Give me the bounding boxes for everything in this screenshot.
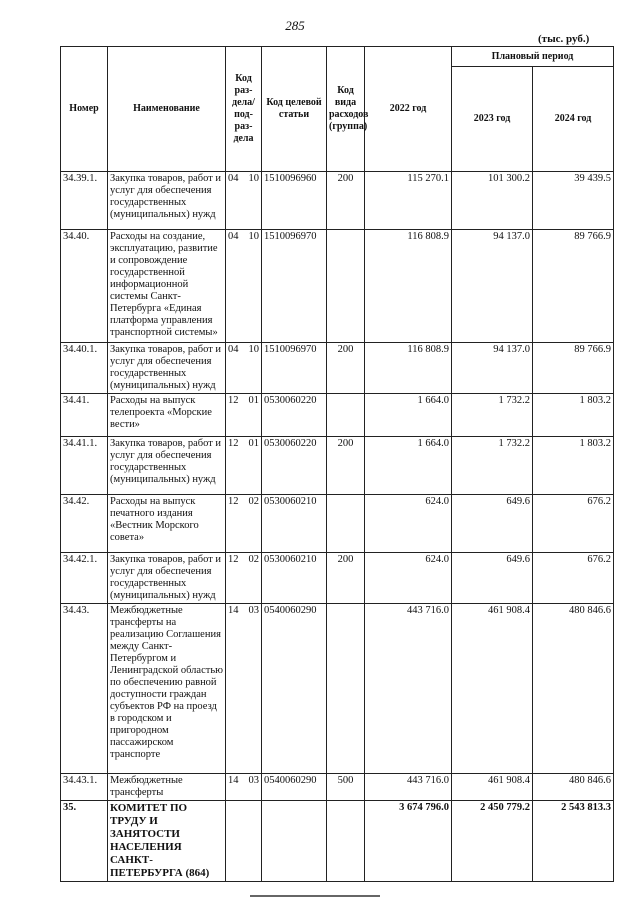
row-section-code	[226, 774, 262, 801]
row-target-code: 1510096960	[262, 172, 327, 230]
row-value-2024: 1 803.2	[533, 394, 614, 437]
header-number: Номер	[61, 47, 108, 172]
row-subsection: 02	[248, 554, 259, 565]
row-number: 35.	[61, 801, 108, 882]
row-target-code: 0530060220	[262, 394, 327, 437]
row-section-code	[226, 172, 262, 230]
row-value-2022: 116 808.9	[365, 343, 452, 394]
table-row	[61, 343, 614, 394]
header-year-2023: 2023 год	[452, 67, 533, 172]
header-year-2022: 2022 год	[365, 47, 452, 172]
row-expense-group: 200	[327, 553, 365, 604]
row-section-code	[226, 394, 262, 437]
row-name: Расходы на создание, эксплуатацию, развитие и сопровождение государственной информационной системы Санкт-Петербурга «Единая платформа управления транспортной системы»	[108, 230, 226, 343]
row-name: Закупка товаров, работ и услуг для обеспечения государственных (муниципальных) нужд	[108, 437, 226, 495]
row-value-2023: 1 732.2	[452, 394, 533, 437]
row-subsection: 10	[248, 344, 259, 355]
units-label: (тыс. руб.)	[538, 33, 590, 45]
row-value-2023: 94 137.0	[452, 230, 533, 343]
bottom-rule	[250, 895, 380, 897]
row-expense-group	[327, 394, 365, 437]
row-name: Закупка товаров, работ и услуг для обеспечения государственных (муниципальных) нужд	[108, 172, 226, 230]
row-value-2023: 2 450 779.2	[452, 801, 533, 882]
row-value-2023: 1 732.2	[452, 437, 533, 495]
row-value-2023: 649.6	[452, 495, 533, 553]
row-section-code	[226, 230, 262, 343]
row-number: 34.40.	[61, 230, 108, 343]
row-value-2022: 1 664.0	[365, 394, 452, 437]
row-value-2024: 480 846.6	[533, 774, 614, 801]
row-value-2024: 480 846.6	[533, 604, 614, 774]
row-number: 34.43.	[61, 604, 108, 774]
row-section-code	[226, 604, 262, 774]
row-section-code	[226, 437, 262, 495]
row-section: 12	[228, 554, 239, 565]
header-planned-period: Плановый период	[452, 47, 614, 67]
row-section: 14	[228, 605, 239, 616]
row-value-2023: 461 908.4	[452, 604, 533, 774]
table-row	[61, 553, 614, 604]
row-section: 14	[228, 775, 239, 786]
header-expense-group: Код вида расходов (группа)	[327, 47, 365, 172]
row-number: 34.42.1.	[61, 553, 108, 604]
row-value-2022: 443 716.0	[365, 604, 452, 774]
table-row	[61, 394, 614, 437]
row-target-code: 1510096970	[262, 343, 327, 394]
row-expense-group	[327, 801, 365, 882]
row-name: Расходы на выпуск телепроекта «Морские вести»	[108, 394, 226, 437]
row-name: Закупка товаров, работ и услуг для обеспечения государственных (муниципальных) нужд	[108, 343, 226, 394]
row-section-code	[226, 495, 262, 553]
row-name: КОМИТЕТ ПО ТРУДУ И ЗАНЯТОСТИ НАСЕЛЕНИЯ САНКТ-ПЕТЕРБУРГА (864)	[108, 801, 226, 882]
header-year-2024: 2024 год	[533, 67, 614, 172]
row-section: 04	[228, 231, 239, 242]
row-value-2022: 3 674 796.0	[365, 801, 452, 882]
row-target-code: 0540060290	[262, 604, 327, 774]
row-section: 12	[228, 395, 239, 406]
row-number: 34.40.1.	[61, 343, 108, 394]
row-subsection: 02	[248, 496, 259, 507]
row-subsection: 10	[248, 231, 259, 242]
row-name: Закупка товаров, работ и услуг для обеспечения государственных (муниципальных) нужд	[108, 553, 226, 604]
row-expense-group	[327, 495, 365, 553]
row-expense-group: 200	[327, 343, 365, 394]
row-subsection: 10	[248, 173, 259, 184]
row-subsection: 03	[248, 775, 259, 786]
row-section: 04	[228, 344, 239, 355]
header-name: Наименование	[108, 47, 226, 172]
row-name: Межбюджетные трансферты на реализацию Соглашения между Санкт-Петербургом и Ленинградской областью по обеспечению равной доступности граждан субъектов РФ на проезд в городском и пригородном пассажирском транспорте	[108, 604, 226, 774]
row-section-code	[226, 343, 262, 394]
table-row	[61, 230, 614, 343]
row-value-2024: 89 766.9	[533, 230, 614, 343]
row-value-2023: 94 137.0	[452, 343, 533, 394]
table-row	[61, 774, 614, 801]
header-target-code: Код целевой статьи	[262, 47, 327, 172]
row-expense-group	[327, 230, 365, 343]
row-value-2022: 116 808.9	[365, 230, 452, 343]
table-row	[61, 604, 614, 774]
row-value-2024: 676.2	[533, 553, 614, 604]
row-section: 04	[228, 173, 239, 184]
row-value-2023: 649.6	[452, 553, 533, 604]
row-value-2024: 1 803.2	[533, 437, 614, 495]
row-value-2022: 115 270.1	[365, 172, 452, 230]
table-body	[61, 172, 614, 882]
row-section: 12	[228, 438, 239, 449]
page-number: 285	[285, 18, 305, 33]
row-subsection: 01	[248, 438, 259, 449]
table-row	[61, 437, 614, 495]
row-value-2024: 676.2	[533, 495, 614, 553]
table-row	[61, 172, 614, 230]
row-section-code	[226, 553, 262, 604]
row-target-code: 0530060220	[262, 437, 327, 495]
row-section-code	[226, 801, 262, 882]
row-value-2024: 39 439.5	[533, 172, 614, 230]
budget-table	[60, 46, 614, 882]
row-value-2022: 443 716.0	[365, 774, 452, 801]
row-value-2022: 624.0	[365, 553, 452, 604]
row-value-2023: 101 300.2	[452, 172, 533, 230]
table-row	[61, 495, 614, 553]
row-number: 34.43.1.	[61, 774, 108, 801]
row-number: 34.41.	[61, 394, 108, 437]
row-section: 12	[228, 496, 239, 507]
table-row	[61, 801, 614, 882]
row-name: Расходы на выпуск печатного издания «Вестник Морского совета»	[108, 495, 226, 553]
row-value-2023: 461 908.4	[452, 774, 533, 801]
row-value-2022: 624.0	[365, 495, 452, 553]
row-number: 34.41.1.	[61, 437, 108, 495]
row-number: 34.42.	[61, 495, 108, 553]
row-target-code: 0530060210	[262, 495, 327, 553]
row-target-code: 0540060290	[262, 774, 327, 801]
row-expense-group: 200	[327, 437, 365, 495]
row-number: 34.39.1.	[61, 172, 108, 230]
row-target-code: 1510096970	[262, 230, 327, 343]
row-subsection: 01	[248, 395, 259, 406]
row-target-code	[262, 801, 327, 882]
header-section-code: Код раз-дела/ под-раз-дела	[226, 47, 262, 172]
row-target-code: 0530060210	[262, 553, 327, 604]
row-expense-group: 200	[327, 172, 365, 230]
row-expense-group	[327, 604, 365, 774]
row-value-2022: 1 664.0	[365, 437, 452, 495]
row-value-2024: 2 543 813.3	[533, 801, 614, 882]
row-expense-group: 500	[327, 774, 365, 801]
row-name: Межбюджетные трансферты	[108, 774, 226, 801]
row-value-2024: 89 766.9	[533, 343, 614, 394]
row-subsection: 03	[248, 605, 259, 616]
